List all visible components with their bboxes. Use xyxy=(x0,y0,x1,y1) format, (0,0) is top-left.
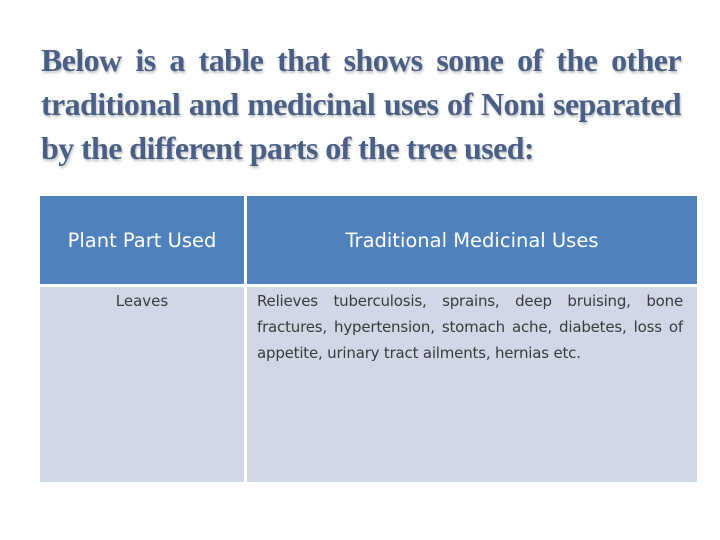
table-header-row xyxy=(40,196,697,286)
slide-title: Below is a table that shows some of the other traditional and medicinal uses of Noni separated by the different parts of the tree used: xyxy=(41,42,681,166)
header-plant-part-used: Plant Part Used xyxy=(40,196,246,286)
cell-medicinal-uses: Relieves tuberculosis, sprains, deep bruising, bone fractures, hypertension, stomach ache, diabetes, loss of appetite, urinary tract ailments, hernias etc. xyxy=(246,286,698,483)
noni-uses-table xyxy=(40,196,697,482)
table-row xyxy=(40,286,697,483)
header-traditional-medicinal-uses: Traditional Medicinal Uses xyxy=(246,196,698,286)
cell-plant-part: Leaves xyxy=(40,286,246,483)
